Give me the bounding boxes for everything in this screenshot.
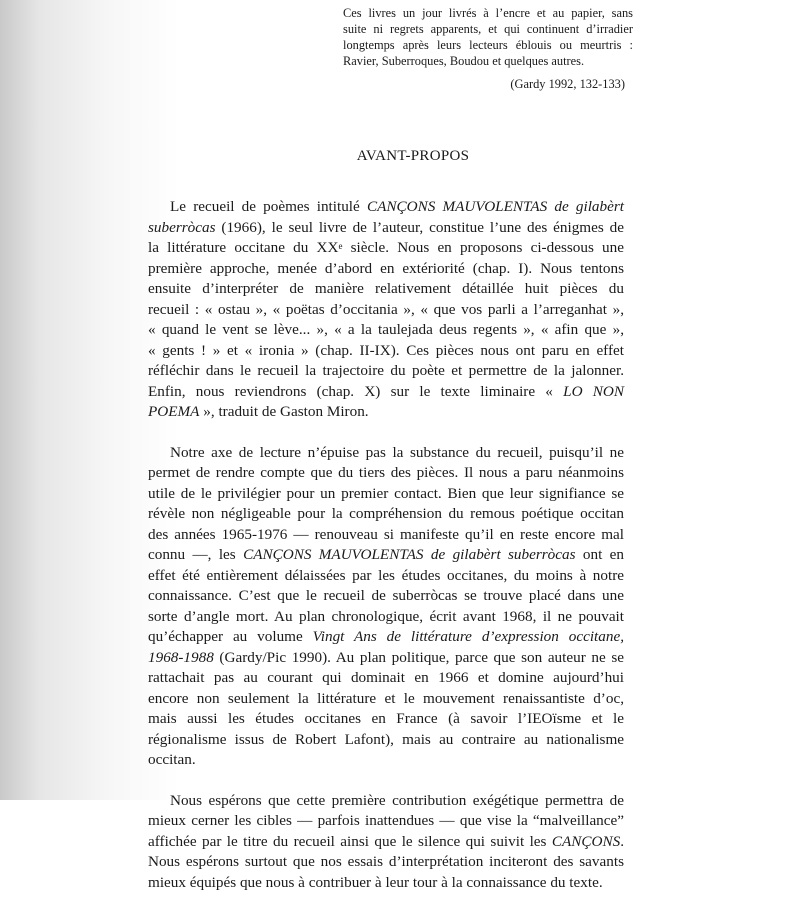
text-line: Nous espérons que cette première contribution exégétique permettra de — [170, 791, 624, 809]
text-line: permet de rendre compte que du tiers des pièces. Il nous a paru néanmoins — [148, 464, 624, 481]
text-line: effet été entièrement délaissées par les études occitanes, du moins à notre — [148, 566, 624, 584]
text-line: Notre axe de lecture n’épuise pas la substance du recueil, puisqu’il ne — [170, 443, 624, 461]
epigraph-citation: (Gardy 1992, 132-133) — [510, 77, 625, 91]
paragraph-1 — [148, 197, 624, 423]
text-line: « quand le vent se lève... », « a la taulejada deus regents », « afin que », — [148, 321, 624, 338]
text-line: encore non seulement la littérature et le mouvement renaissantiste d’oc, — [148, 689, 624, 707]
text-line: ensuite d’interpréter de manière relativement détaillée huit pièces du — [148, 280, 624, 297]
paragraph-3 — [148, 791, 624, 894]
text-line: régionalisme issus de Robert Lafont), mais au contraire au nationalisme — [148, 730, 624, 748]
text-line: Nous espérons surtout que nos essais d’interprétation inciteront des savants — [148, 853, 624, 870]
text-line: première approche, menée d’abord en extériorité (chap. I). Nous tentons — [148, 259, 624, 277]
text-line: recueil : « ostau », « poëtas d’occitania », « que vos parli a l’arreganhat », — [148, 300, 624, 318]
text-line: mieux cerner les cibles — parfois inattendues — que vise la “malveillance” — [148, 812, 624, 829]
text-line: occitan. — [148, 751, 196, 768]
text-line: mais aussi les études occitanes en France (à savoir l’IEOïsme et le — [148, 710, 624, 727]
epigraph-line: longtemps après leurs lecteurs éblouis ou meurtris : — [343, 38, 633, 52]
text-line: connu —, les CANÇONS MAUVOLENTAS de gilabèrt suberròcas ont en — [148, 546, 624, 563]
text-line: connaissance. C’est que le recueil de suberròcas se trouve placé dans une — [148, 587, 624, 604]
epigraph-line: Ravier, Suberroques, Boudou et quelques autres. — [343, 54, 585, 68]
text-line: Enfin, nous reviendrons (chap. X) sur le texte liminaire « LO NON — [148, 382, 624, 400]
text-line: affichée par le titre du recueil ainsi que le silence qui suivit les CANÇONS. — [148, 832, 624, 850]
text-line: mieux équipés que nous à contribuer à leur tour à la connaissance du texte. — [148, 873, 603, 891]
text-line: rattachait pas au courant qui dominait en 1966 et domine aujourd’hui — [148, 669, 624, 686]
page-title: AVANT-PROPOS — [356, 148, 470, 164]
text-line: réfléchir dans le recueil la trajectoire du poète et permettre de la jalonner. — [148, 362, 624, 379]
main-text — [148, 197, 624, 913]
text-line: qu’échapper au volume Vingt Ans de littérature d’expression occitane, — [148, 628, 624, 645]
text-line: des années 1965-1976 — renouveau si manifeste qu’il en reste encore mal — [148, 525, 624, 543]
text-line: utile de le privilégier pour un premier contact. Bien que leur signifiance se — [148, 484, 624, 502]
text-line: POEMA », traduit de Gaston Miron. — [148, 403, 369, 420]
text-line: sorte d’angle mort. Au plan chronologique, écrit avant 1968, il ne pouvait — [148, 607, 624, 625]
text-line: « gents ! » et « ironia » (chap. II-IX). Ces pièces nous ont paru en effet — [148, 341, 624, 359]
text-line: suberròcas (1966), le seul livre de l’auteur, constitue l’une des énigmes de — [148, 218, 624, 236]
epigraph — [343, 5, 633, 69]
paragraph-2 — [148, 443, 624, 771]
text-line: Le recueil de poèmes intitulé CANÇONS MAUVOLENTAS de gilabèrt — [170, 198, 624, 215]
epigraph-line: suite ni regrets apparents, et qui continuent d’irradier — [343, 22, 633, 36]
text-line: 1968-1988 (Gardy/Pic 1990). Au plan politique, parce que son auteur ne se — [148, 648, 624, 666]
text-line: la littérature occitane du XXe siècle. Nous en proposons ci-dessous une — [148, 239, 624, 256]
text-line: révèle non négligeable pour la compréhension du remous poétique occitan — [148, 505, 624, 522]
epigraph-line: Ces livres un jour livrés à l’encre et au papier, sans — [343, 6, 633, 20]
